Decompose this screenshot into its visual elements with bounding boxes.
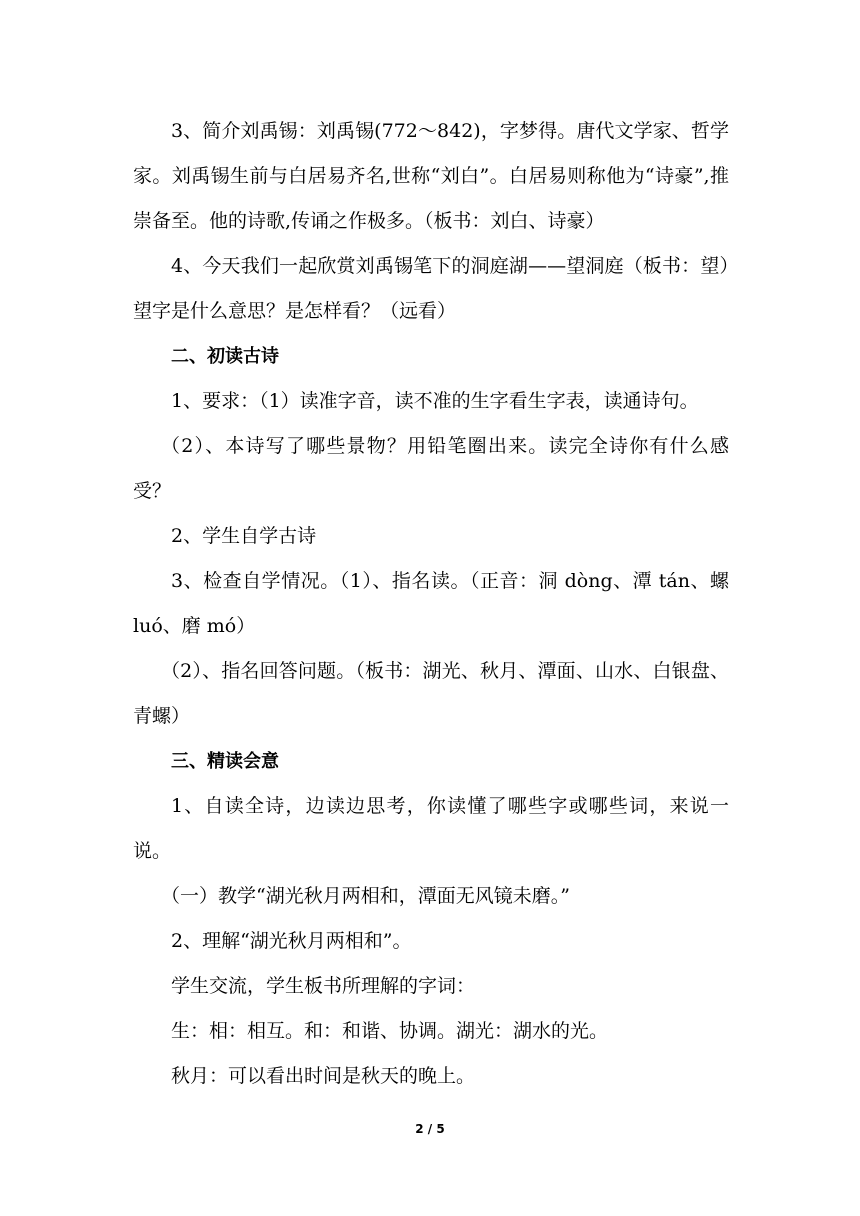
paragraph-intro-liu-yuxi: 3、简介刘禹锡：刘禹锡(772～842)，字梦得。唐代文学家、哲学家。刘禹锡生前与白居易齐名,世称“刘白”。白居易则称他为“诗豪”,推崇备至。他的诗歌,传诵之作极多。（板书：刘白、诗豪）	[133, 120, 729, 232]
section-heading-close-reading: 三、精读会意	[171, 751, 279, 772]
paragraph-self-study: 2、学生自学古诗	[171, 525, 317, 547]
paragraph-understand-line: 2、理解“湖光秋月两相和”。	[171, 930, 412, 952]
paragraph-student-answer: 生：相：相互。和：和谐、协调。湖光：湖水的光。	[171, 1020, 609, 1042]
paragraph-answer-questions: （2）、指名回答问题。（板书：湖光、秋月、潭面、山水、白银盘、青螺）	[133, 660, 729, 727]
paragraph-teach-line-1: （一）教学“湖光秋月两相和，潭面无风镜未磨。”	[161, 885, 570, 907]
paragraph-student-exchange: 学生交流，学生板书所理解的字词：	[171, 975, 476, 997]
paragraph-self-read: 1、自读全诗，边读边思考，你读懂了哪些字或哪些词，来说一说。	[133, 795, 729, 862]
paragraph-wang-dongting: 4、今天我们一起欣赏刘禹锡笔下的洞庭湖——望洞庭（板书：望）望字是什么意思？是怎样看？（远看）	[133, 255, 729, 322]
paragraph-requirement-1: 1、要求：（1）读准字音，读不准的生字看生字表，读通诗句。	[171, 390, 699, 412]
section-heading-first-reading: 二、初读古诗	[171, 346, 279, 367]
paragraph-autumn-moon: 秋月：可以看出时间是秋天的晚上。	[171, 1065, 476, 1087]
page-number: 2 / 5	[415, 1122, 445, 1136]
paragraph-check-reading: 3、检查自学情况。（1）、指名读。（正音：洞 dòng、潭 tán、螺 luó、磨 mó）	[133, 570, 729, 637]
paragraph-requirement-2: （2）、本诗写了哪些景物？用铅笔圈出来。读完全诗你有什么感受？	[133, 435, 729, 502]
document-body	[133, 109, 729, 1099]
